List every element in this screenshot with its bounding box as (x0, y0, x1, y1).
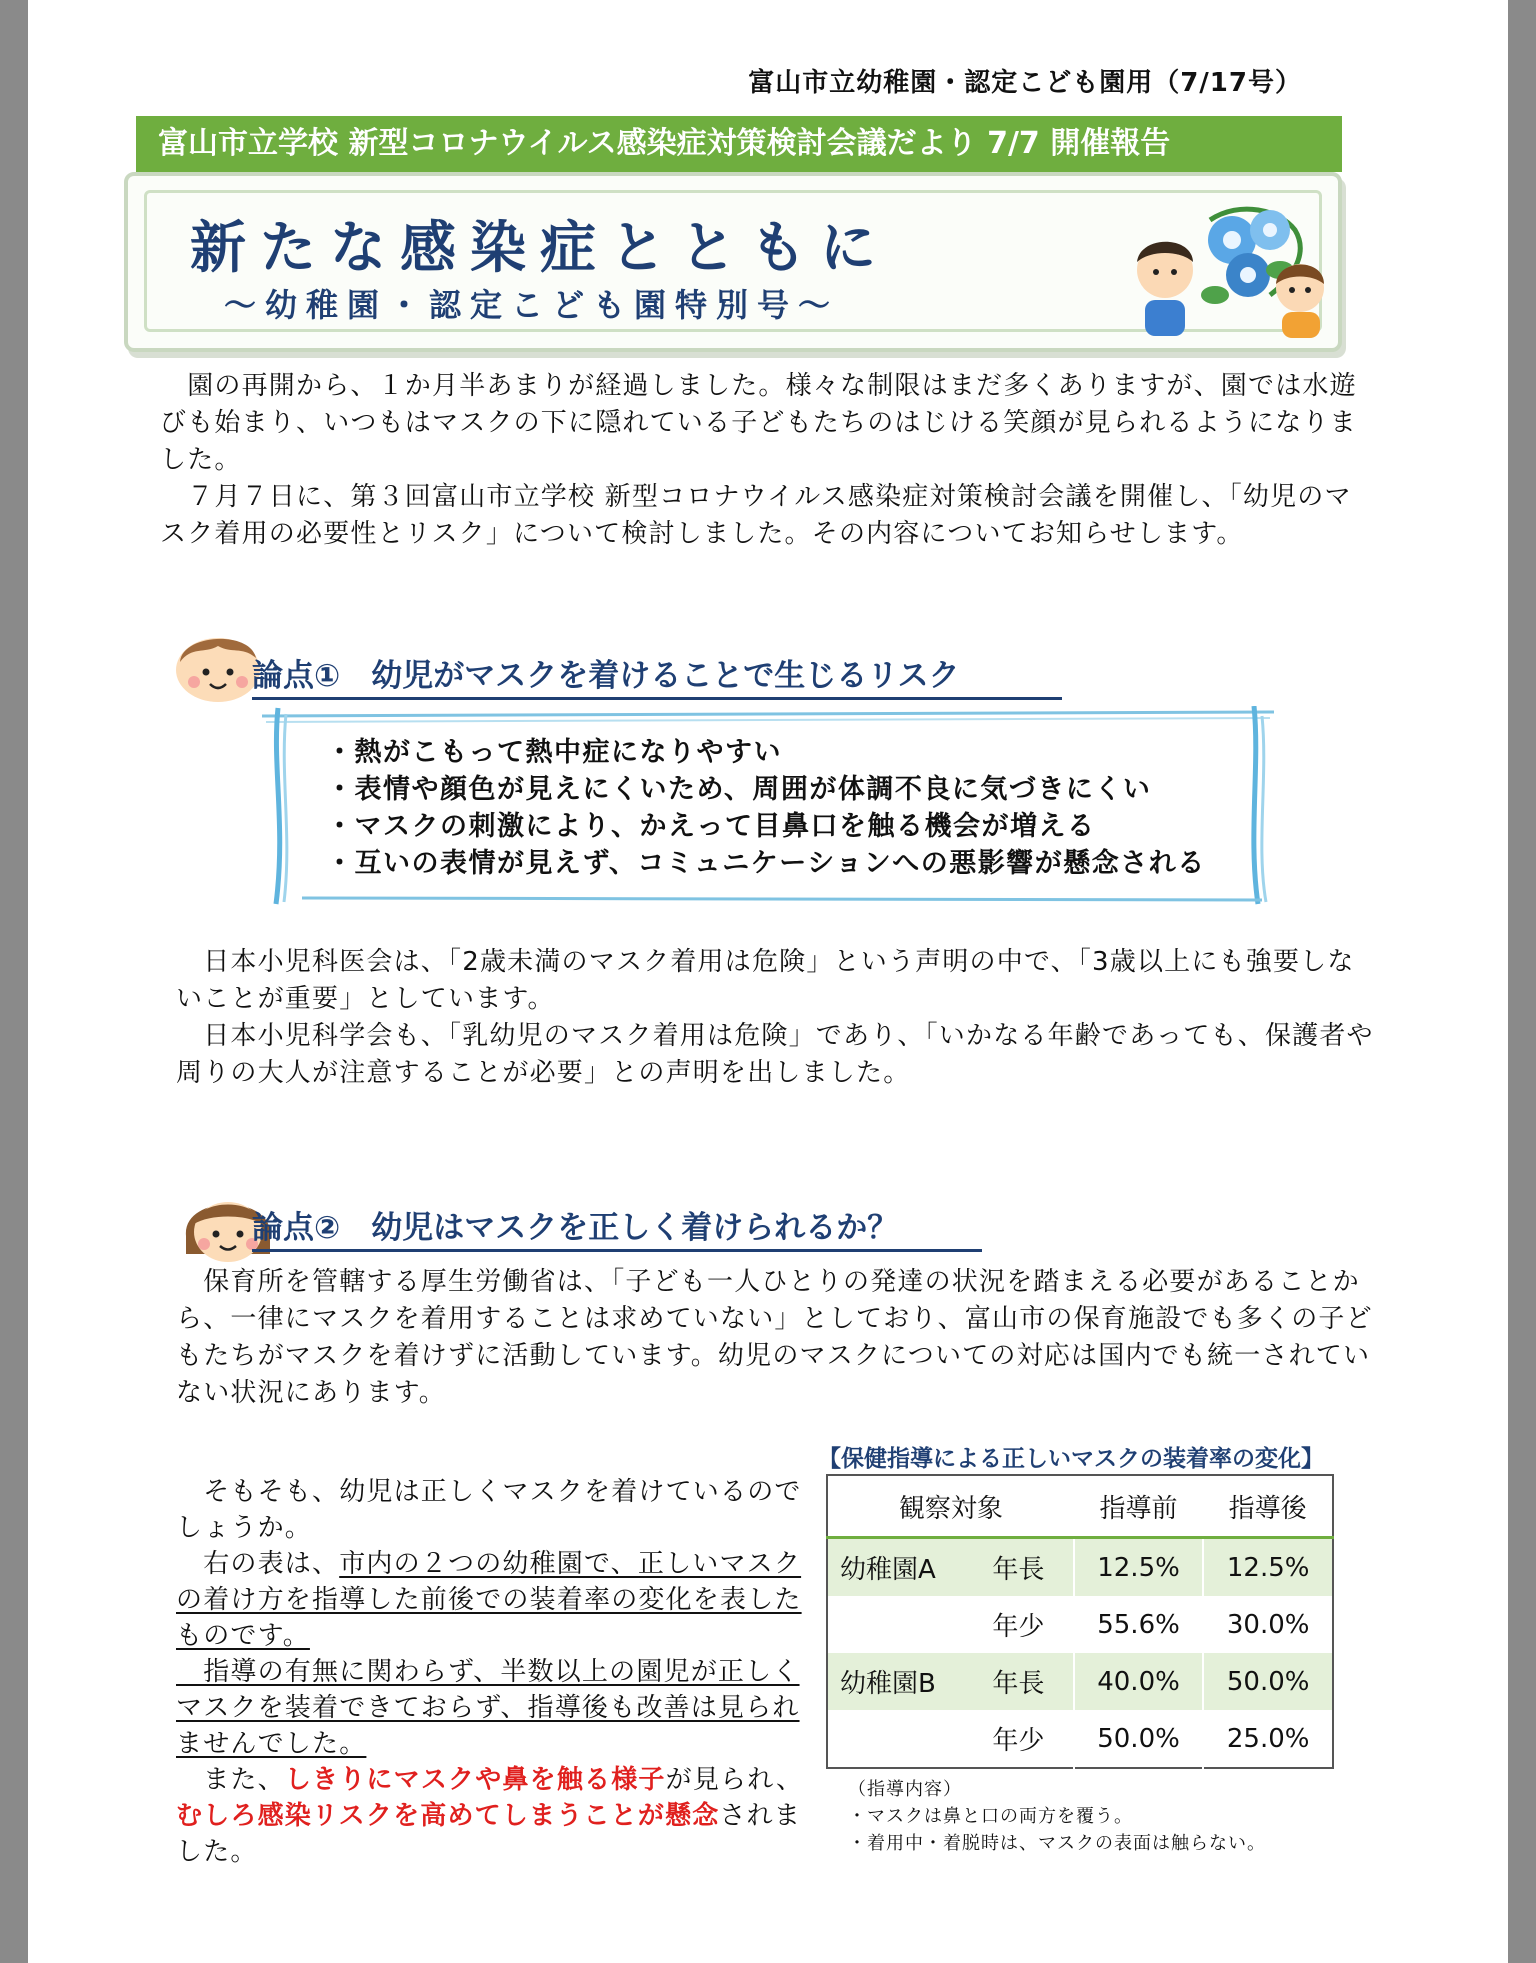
table-row: 幼稚園A 年長 12.5% 12.5% (827, 1538, 1333, 1597)
list-item: ・熱がこもって熱中症になりやすい (326, 737, 782, 768)
section-1-paragraph-1: 日本小児科医会は、「2歳未満のマスク着用は危険」という声明の中で、「3歳以上にも強要しないことが重要」としています。 (176, 947, 1355, 1014)
table-title: 【保健指導による正しいマスクの装着率の変化】 (818, 1446, 1324, 1472)
section-2-title: 論点② 幼児はマスクを正しく着けられるか？ (252, 1202, 982, 1252)
section-1-title: 論点① 幼児がマスクを着けることで生じるリスク (252, 650, 1062, 700)
list-item: ・表情や顔色が見えにくいため、周囲が体調不良に気づきにくい (326, 774, 1152, 805)
list-item: ・マスクは鼻と口の両方を覆う。 (848, 1806, 1133, 1827)
table-row: 幼稚園B 年長 40.0% 50.0% (827, 1653, 1333, 1710)
section-1-paragraph-2: 日本小児科学会も、「乳幼児のマスク着用は危険」であり、「いかなる年齢であっても、保護者や周りの大人が注意することが必要」との声明を出しました。 (176, 1021, 1374, 1088)
column-header: 指導後 (1203, 1475, 1333, 1538)
table-header-row (827, 1475, 1333, 1538)
section-1-body (176, 944, 1376, 1092)
section-2-paragraph-1: 保育所を管轄する厚生労働省は、「子ども一人ひとりの発達の状況を踏まえる必要があることから、一律にマスクを着用することは求めていない」としており、富山市の保育施設でも多くの子どもたちがマスクを着けずに活動しています。幼児のマスクについての対応は国内でも統一されていない状況にあります。 (176, 1267, 1373, 1408)
left-paragraph-b: 右の表は、市内の２つの幼稚園で、正しいマスクの着け方を指導した前後での装着率の変化を表したものです。 (176, 1549, 802, 1651)
page-subtitle: ～幼稚園・認定こども園特別号～ (224, 286, 840, 324)
notes-heading: （指導内容） (848, 1779, 962, 1800)
issue-label: 富山市立幼稚園・認定こども園用（7/17号） (748, 68, 1302, 98)
list-item: ・着用中・着脱時は、マスクの表面は触らない。 (848, 1833, 1266, 1854)
column-header: 指導前 (1074, 1475, 1204, 1538)
intro-text (160, 368, 1360, 553)
column-header: 観察対象 (827, 1475, 1074, 1538)
mask-rate-table (826, 1474, 1334, 1769)
table-row: 年少 50.0% 25.0% (827, 1710, 1333, 1768)
left-paragraph-c: 指導の有無に関わらず、半数以上の園児が正しくマスクを装着できておらず、指導後も改善は見られませんでした。 (176, 1657, 800, 1759)
page-title: 新たな感染症とともに (190, 215, 890, 281)
left-paragraph-d: また、しきりにマスクや鼻を触る様子が見られ、むしろ感染リスクを高めてしまうことが懸念されました。 (176, 1765, 804, 1867)
list-item: ・互いの表情が見えず、コミュニケーションへの悪影響が懸念される (326, 848, 1206, 879)
section-2-left-column (176, 1474, 816, 1870)
kids-morning-glory-illustration (1120, 200, 1330, 340)
header-banner: 富山市立学校 新型コロナウイルス感染症対策検討会議だより 7/7 開催報告 (136, 116, 1342, 172)
left-paragraph-a: そもそも、幼児は正しくマスクを着けているのでしょうか。 (176, 1477, 802, 1543)
guidance-notes (848, 1776, 1266, 1857)
intro-paragraph-2: ７月７日に、第３回富山市立学校 新型コロナウイルス感染症対策検討会議を開催し、「幼児のマスク着用の必要性とリスク」について検討しました。その内容についてお知らせします。 (160, 482, 1352, 549)
table-row: 年少 55.6% 30.0% (827, 1596, 1333, 1653)
intro-paragraph-1: 園の再開から、１か月半あまりが経過しました。様々な制限はまだ多くありますが、園では水遊びも始まり、いつもはマスクの下に隠れている子どもたちのはじける笑顔が見られるようになりました。 (160, 371, 1357, 475)
section-2-intro (176, 1264, 1376, 1412)
list-item: ・マスクの刺激により、かえって目鼻口を触る機会が増える (326, 811, 1096, 842)
risk-list (326, 734, 1206, 882)
boy-face-icon (172, 628, 264, 704)
